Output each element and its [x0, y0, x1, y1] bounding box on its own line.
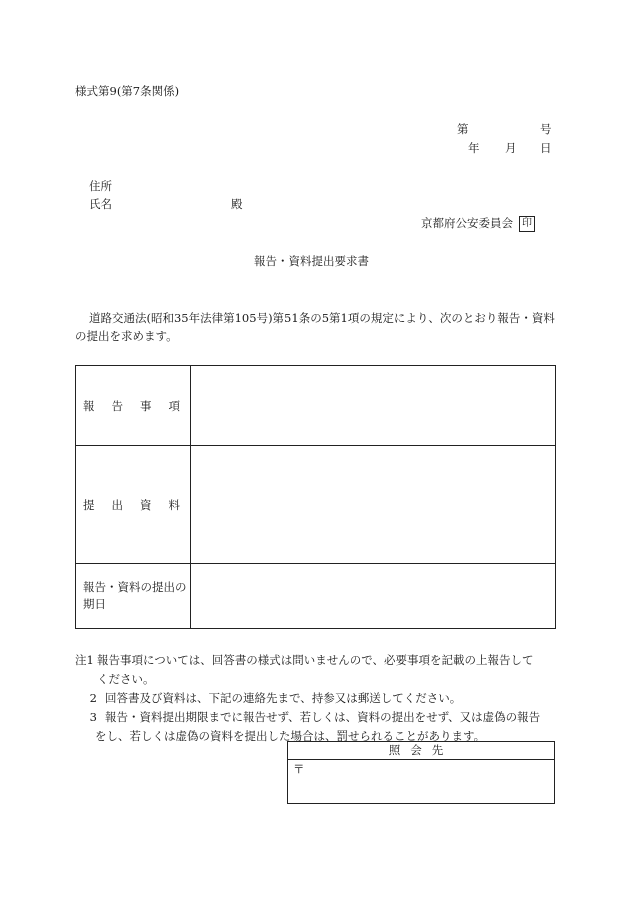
request-table — [75, 365, 556, 629]
note-1-line1: 報告事項については、回答書の様式は問いませんので、必要事項を記載の上報告して — [97, 653, 534, 667]
seal-mark: 印 — [519, 216, 535, 232]
note-2-text: 回答書及び資料は、下記の連絡先まで、持参又は郵送してください。 — [105, 691, 462, 705]
label-char: 事 — [140, 398, 152, 413]
issuer-name: 京都府公安委員会 — [421, 216, 513, 230]
label-char: 料 — [168, 497, 180, 512]
notes-section — [75, 651, 560, 746]
recipient-name-label: 氏名 — [89, 197, 112, 211]
document-title: 報告・資料提出要求書 — [254, 254, 369, 268]
contact-body[interactable] — [288, 760, 554, 778]
recipient-address-label: 住所 — [89, 179, 112, 193]
deadline-label-line2: 期日 — [83, 597, 106, 611]
date-month-label: 月 — [505, 141, 517, 155]
body-text-line1: 道路交通法(昭和35年法律第105号)第51条の5第1項の規定により、次のとおり報告・資料 — [89, 311, 555, 325]
deadline-label-line1: 報告・資料の提出の — [83, 580, 187, 594]
note-3-line2: をし、若しくは虚偽の資料を提出した場合は、罰せられることがあります。 — [95, 729, 486, 743]
contact-header: 照会先 — [288, 742, 554, 760]
note-1-line2: ください。 — [97, 672, 155, 686]
label-char: 項 — [168, 398, 180, 413]
document-number-suffix: 号 — [540, 122, 552, 136]
deadline-field[interactable] — [191, 564, 556, 629]
document-number-prefix: 第 — [457, 122, 469, 136]
postal-mark: 〒 — [293, 762, 305, 776]
form-number: 様式第9(第7条関係) — [75, 84, 180, 98]
label-char: 資 — [140, 497, 152, 512]
note-1-number: 注1 — [75, 653, 94, 667]
date-day-label: 日 — [540, 141, 552, 155]
table-row — [76, 366, 556, 446]
deadline-label — [76, 564, 191, 629]
report-items-label — [76, 366, 191, 446]
table-row — [76, 446, 556, 564]
submitted-materials-label — [76, 446, 191, 564]
recipient-honorific: 殿 — [231, 197, 243, 211]
label-char: 出 — [111, 497, 123, 512]
note-1 — [75, 651, 560, 689]
label-char: 告 — [111, 398, 123, 413]
note-2-number: 2 — [89, 691, 97, 705]
body-text-line2: の提出を求めます。 — [75, 329, 178, 343]
note-2 — [75, 689, 560, 708]
label-char: 提 — [83, 497, 95, 512]
issuer-block — [421, 216, 535, 232]
contact-box — [287, 741, 555, 804]
report-items-field[interactable] — [191, 366, 556, 446]
submitted-materials-field[interactable] — [191, 446, 556, 564]
date-year-label: 年 — [468, 141, 480, 155]
note-3-number: 3 — [89, 710, 97, 724]
note-3-line1: 報告・資料提出期限までに報告せず、若しくは、資料の提出をせず、又は虚偽の報告 — [105, 710, 541, 724]
label-char: 報 — [83, 398, 95, 413]
table-row — [76, 564, 556, 629]
